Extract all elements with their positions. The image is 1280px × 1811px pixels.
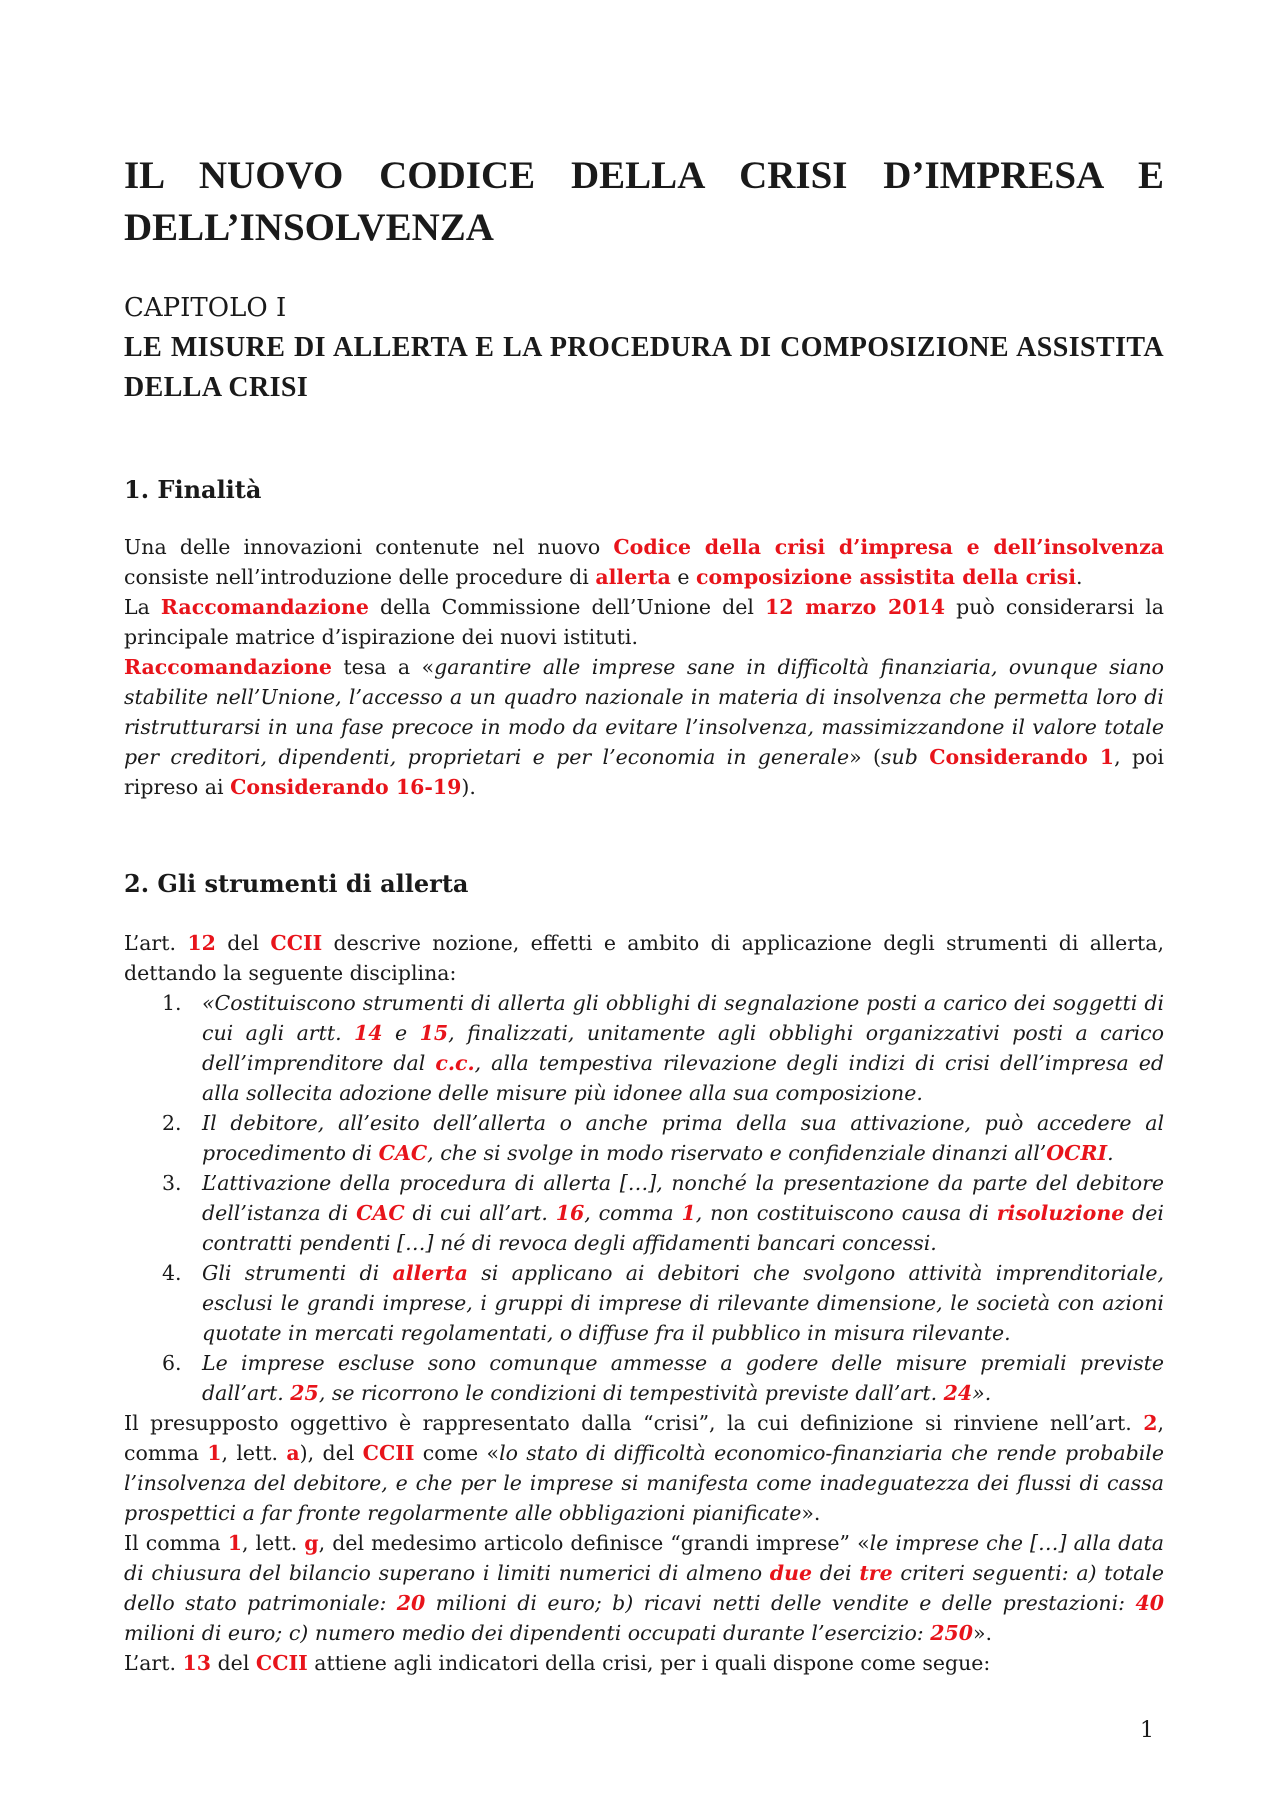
- text-run: consiste nell’introduzione delle procedure di: [124, 565, 596, 589]
- text-run: del: [215, 931, 271, 955]
- page-number: 1: [1140, 1718, 1154, 1743]
- highlighted-term: a: [286, 1441, 300, 1465]
- text-run: Una delle innovazioni contenute nel nuovo: [124, 535, 614, 559]
- text-run: Il presupposto oggettivo è rappresentato dalla “crisi”, la cui definizione si rinviene nell’art.: [124, 1411, 1144, 1435]
- highlighted-term: 250: [930, 1621, 974, 1645]
- quoted-text: garantire alle imprese sane in difficoltà finanziaria, ovunque siano stabilite nell’Unione, l’accesso a un quadro nazionale in materia di insolvenza che permetta loro di ristrutturarsi in una fase precoce in modo da evitare l’insolvenza, massimizzandone il valore totale per creditori, dipendenti, proprietari e per l’economia in generale: [124, 655, 1164, 769]
- text-run: , alla tempestiva rilevazione degli indizi di crisi dell’impresa ed alla sollecita adozione delle misure più idonee alla sua composizione.: [202, 1051, 1165, 1105]
- text-run: ), del: [299, 1441, 363, 1465]
- quoted-text: milioni di euro; b) ricavi netti delle vendite e delle prestazioni:: [425, 1591, 1136, 1615]
- text-run: e: [382, 1021, 420, 1045]
- list-item: [162, 1108, 1164, 1168]
- text-run: , finalizzati, unitamente agli obblighi organizzativi posti a carico dell’imprenditore dal: [202, 1021, 1165, 1075]
- text-run: .: [1107, 1141, 1114, 1165]
- highlighted-term: Codice della crisi d’impresa e dell’insolvenza: [613, 535, 1164, 559]
- highlighted-term: tre: [859, 1561, 893, 1585]
- text-run: «Costituiscono strumenti di allerta gli obblighi di segnalazione posti a carico dei soggetti di cui agli artt.: [202, 991, 1164, 1045]
- highlighted-term: 13: [182, 1651, 212, 1675]
- text-run: , comma: [584, 1201, 682, 1225]
- highlighted-term: 20: [396, 1591, 426, 1615]
- text-run: attiene agli indicatori della crisi, per i quali dispone come segue:: [307, 1651, 991, 1675]
- document-title: IL NUOVO CODICE DELLA CRISI D’IMPRESA E DELL’INSOLVENZA: [124, 154, 1164, 249]
- quoted-text: milioni di euro; c) numero medio dei dipendenti occupati durante l’esercizio:: [124, 1621, 931, 1645]
- quoted-text: criteri seguenti: a) totale dello stato patrimoniale:: [124, 1561, 1164, 1615]
- paragraph: [124, 592, 1164, 652]
- highlighted-term: Raccomandazione: [160, 595, 369, 619]
- chapter-title: LE MISURE DI ALLERTA E LA PROCEDURA DI COMPOSIZIONE ASSISTITA DELLA CRISI: [124, 332, 1164, 403]
- highlighted-term: 16: [555, 1201, 585, 1225]
- text-run: come «: [414, 1441, 500, 1465]
- text-run: ».: [801, 1501, 821, 1525]
- document-page: [124, 150, 1164, 1678]
- list-number: 2.: [162, 1111, 182, 1135]
- text-run: dei contratti pendenti […] né di revoca degli affidamenti bancari concessi.: [202, 1201, 1164, 1255]
- highlighted-term: g: [304, 1531, 319, 1555]
- list-number: 4.: [162, 1261, 182, 1285]
- text-run: ».: [972, 1381, 992, 1405]
- section-body-finalita: [124, 532, 1164, 802]
- highlighted-term: 1: [681, 1201, 696, 1225]
- text-run: Le imprese escluse sono comunque ammesse a godere delle misure premiali previste dall’art.: [202, 1351, 1164, 1405]
- highlighted-term: CAC: [356, 1201, 405, 1225]
- list-item: [162, 1258, 1165, 1348]
- highlighted-term: 25: [290, 1381, 319, 1405]
- highlighted-term: 40: [1135, 1591, 1164, 1615]
- text-run: , del medesimo articolo definisce “grandi imprese” «: [318, 1531, 870, 1555]
- section-body-strumenti: [124, 928, 1164, 1678]
- highlighted-term: 12: [187, 931, 216, 955]
- text-run: » (: [849, 745, 882, 769]
- highlighted-term: 1: [207, 1441, 222, 1465]
- text-run: , non costituiscono causa di: [695, 1201, 997, 1225]
- paragraph: [124, 1648, 1164, 1678]
- highlighted-term: CCII: [255, 1651, 308, 1675]
- chapter-label: CAPITOLO I: [124, 293, 287, 323]
- text-run: .: [1075, 565, 1083, 589]
- highlighted-term: 24: [943, 1381, 973, 1405]
- text-run: , poi ripreso ai: [124, 745, 1164, 799]
- text-run: può considerarsi la principale matrice d’ispirazione dei nuovi istituti.: [124, 595, 1164, 649]
- text-run: del: [211, 1651, 256, 1675]
- highlighted-term: CCII: [362, 1441, 415, 1465]
- text-run: , che si svolge in modo riservato e confidenziale dinanzi all’: [427, 1141, 1047, 1165]
- text-run: si applicano ai debitori che svolgono attività imprenditoriale, esclusi le grandi imprese, i gruppi di imprese di rilevante dimensione, le società con azioni quotate in mercati regolamentati, o diffuse fra il pubblico in misura rilevante.: [202, 1261, 1165, 1345]
- list-number: 1.: [162, 991, 182, 1015]
- text-run: e: [670, 565, 696, 589]
- highlighted-term: 2: [1143, 1411, 1158, 1435]
- quoted-text: sub: [881, 745, 918, 769]
- paragraph: [124, 652, 1164, 802]
- paragraph: [124, 1408, 1164, 1528]
- highlighted-term: due: [769, 1561, 813, 1585]
- paragraph: [124, 928, 1164, 988]
- paragraph: [124, 1528, 1164, 1648]
- quoted-text: lo stato di difficoltà economico-finanziaria che rende probabile l’insolvenza del debitore, e che per le imprese si manifesta come inadeguatezza dei flussi di cassa prospettici a far fronte regolarmente alle obbligazioni pianificate: [124, 1441, 1164, 1525]
- highlighted-term: CCII: [270, 931, 323, 955]
- highlighted-term: CAC: [378, 1141, 428, 1165]
- section-heading-strumenti: 2. Gli strumenti di allerta: [124, 869, 469, 898]
- text-run: Il debitore, all’esito dell’allerta o anche prima della sua attivazione, può accedere al procedimento di: [202, 1111, 1164, 1165]
- text-run: La: [124, 595, 161, 619]
- paragraph: [124, 532, 1164, 592]
- article-list: [124, 988, 1164, 1408]
- text-run: di cui all’art.: [404, 1201, 556, 1225]
- text-run: della Commissione dell’Unione del: [368, 595, 765, 619]
- highlighted-term: 15: [419, 1021, 449, 1045]
- highlighted-term: 14: [354, 1021, 383, 1045]
- text-run: Il comma: [124, 1531, 228, 1555]
- highlighted-term: OCRI: [1046, 1141, 1108, 1165]
- quoted-text: dei: [812, 1561, 860, 1585]
- text-run: L’attivazione della procedura di allerta […], nonché la presentazione da parte del debitore dell’istanza di: [202, 1171, 1164, 1225]
- text-run: [918, 745, 929, 769]
- text-run: , lett.: [241, 1531, 305, 1555]
- highlighted-term: 12 marzo 2014: [765, 595, 946, 619]
- list-item: [162, 1168, 1164, 1258]
- list-number: 3.: [162, 1171, 182, 1195]
- text-run: ).: [461, 775, 476, 799]
- highlighted-term: Raccomandazione: [124, 655, 332, 679]
- highlighted-term: allerta: [392, 1261, 468, 1285]
- highlighted-term: Considerando 1: [929, 745, 1115, 769]
- highlighted-term: risoluzione: [996, 1201, 1125, 1225]
- text-run: L’art.: [124, 1651, 183, 1675]
- section-heading-finalita: 1. Finalità: [124, 475, 262, 504]
- list-item: [162, 1348, 1164, 1408]
- text-run: descrive nozione, effetti e ambito di applicazione degli strumenti di allerta, dettando la seguente disciplina:: [124, 931, 1165, 985]
- highlighted-term: c.c.: [435, 1051, 475, 1075]
- text-run: , comma: [124, 1411, 1164, 1465]
- list-number: 6.: [162, 1351, 182, 1375]
- text-run: ».: [973, 1621, 993, 1645]
- highlighted-term: allerta: [595, 565, 671, 589]
- highlighted-term: composizione assistita della crisi: [696, 565, 1076, 589]
- highlighted-term: 1: [227, 1531, 242, 1555]
- text-run: , lett.: [221, 1441, 287, 1465]
- quoted-text: le imprese che […] alla data di chiusura del bilancio superano i limiti numerici di almeno: [124, 1531, 1164, 1585]
- text-run: Gli strumenti di: [202, 1261, 393, 1285]
- list-item: [162, 988, 1165, 1108]
- text-run: tesa a «: [331, 655, 435, 679]
- text-run: L’art.: [124, 931, 188, 955]
- highlighted-term: Considerando 16-19: [230, 775, 462, 799]
- text-run: , se ricorrono le condizioni di tempestività previste dall’art.: [318, 1381, 944, 1405]
